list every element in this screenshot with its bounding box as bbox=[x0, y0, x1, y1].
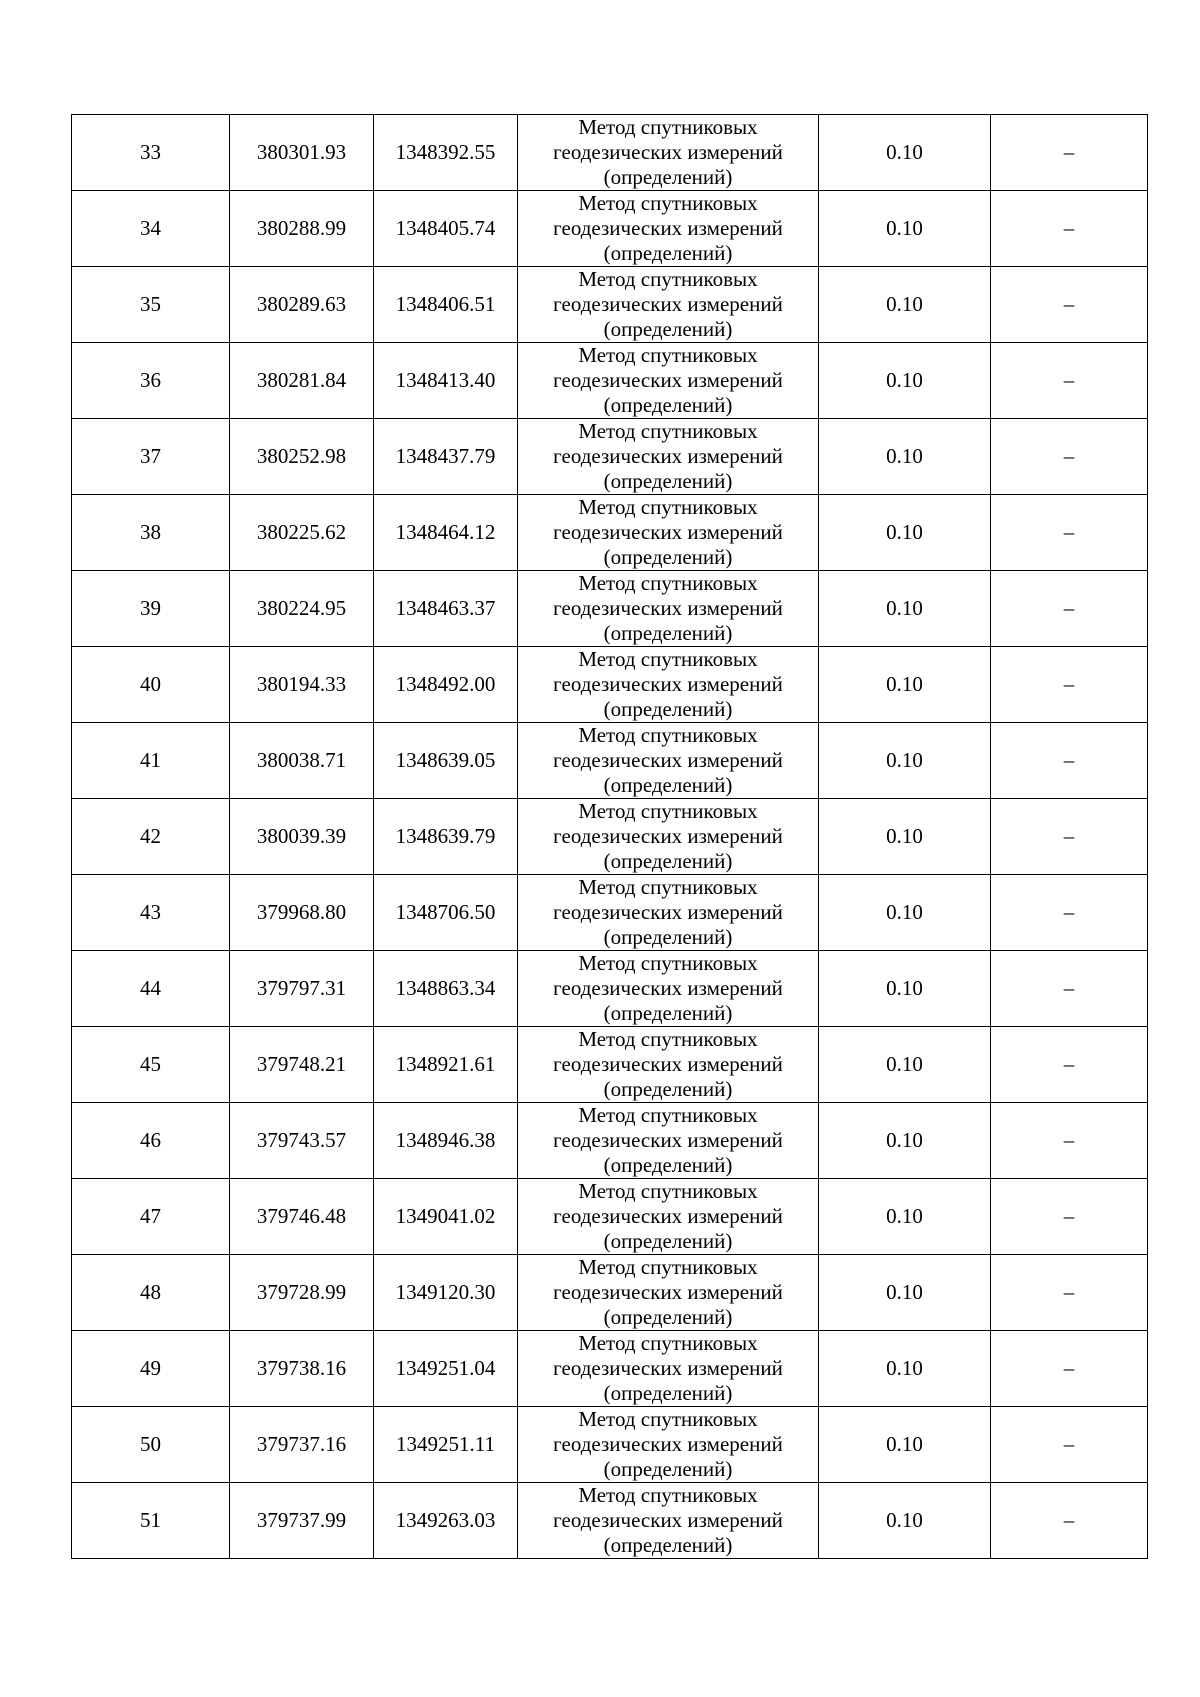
x-coordinate-cell: 380301.93 bbox=[230, 115, 374, 191]
method-cell bbox=[518, 647, 819, 723]
point-number-cell: 39 bbox=[72, 571, 230, 647]
accuracy-cell: 0.10 bbox=[819, 799, 991, 875]
point-number-cell: 46 bbox=[72, 1103, 230, 1179]
method-line: Метод спутниковых bbox=[578, 875, 758, 899]
method-line: геодезических измерений bbox=[553, 900, 783, 924]
note-cell: – bbox=[991, 647, 1148, 723]
method-line: (определений) bbox=[603, 545, 733, 569]
method-line: (определений) bbox=[603, 1381, 733, 1405]
method-line: геодезических измерений bbox=[553, 368, 783, 392]
x-coordinate-cell: 379743.57 bbox=[230, 1103, 374, 1179]
table-row bbox=[72, 951, 1148, 1027]
point-number-cell: 38 bbox=[72, 495, 230, 571]
x-coordinate-cell: 379737.99 bbox=[230, 1483, 374, 1559]
point-number-cell: 36 bbox=[72, 343, 230, 419]
method-line: (определений) bbox=[603, 1153, 733, 1177]
y-coordinate-cell: 1348639.79 bbox=[374, 799, 518, 875]
x-coordinate-cell: 380288.99 bbox=[230, 191, 374, 267]
accuracy-cell: 0.10 bbox=[819, 723, 991, 799]
method-cell bbox=[518, 419, 819, 495]
x-coordinate-cell: 379797.31 bbox=[230, 951, 374, 1027]
point-number-cell: 41 bbox=[72, 723, 230, 799]
method-line: Метод спутниковых bbox=[578, 343, 758, 367]
method-cell bbox=[518, 267, 819, 343]
method-line: (определений) bbox=[603, 317, 733, 341]
accuracy-cell: 0.10 bbox=[819, 1331, 991, 1407]
method-line: Метод спутниковых bbox=[578, 191, 758, 215]
method-line: геодезических измерений bbox=[553, 824, 783, 848]
method-line: геодезических измерений bbox=[553, 596, 783, 620]
table-row bbox=[72, 1179, 1148, 1255]
x-coordinate-cell: 380224.95 bbox=[230, 571, 374, 647]
note-cell: – bbox=[991, 1255, 1148, 1331]
accuracy-cell: 0.10 bbox=[819, 419, 991, 495]
note-cell: – bbox=[991, 723, 1148, 799]
method-line: геодезических измерений bbox=[553, 140, 783, 164]
x-coordinate-cell: 379748.21 bbox=[230, 1027, 374, 1103]
method-line: геодезических измерений bbox=[553, 748, 783, 772]
method-line: Метод спутниковых bbox=[578, 951, 758, 975]
table-row bbox=[72, 1331, 1148, 1407]
method-line: Метод спутниковых bbox=[578, 1103, 758, 1127]
y-coordinate-cell: 1348946.38 bbox=[374, 1103, 518, 1179]
method-cell bbox=[518, 1331, 819, 1407]
point-number-cell: 48 bbox=[72, 1255, 230, 1331]
y-coordinate-cell: 1348405.74 bbox=[374, 191, 518, 267]
point-number-cell: 44 bbox=[72, 951, 230, 1027]
accuracy-cell: 0.10 bbox=[819, 1483, 991, 1559]
method-cell bbox=[518, 115, 819, 191]
x-coordinate-cell: 380038.71 bbox=[230, 723, 374, 799]
x-coordinate-cell: 380289.63 bbox=[230, 267, 374, 343]
y-coordinate-cell: 1348437.79 bbox=[374, 419, 518, 495]
accuracy-cell: 0.10 bbox=[819, 1255, 991, 1331]
method-line: (определений) bbox=[603, 849, 733, 873]
x-coordinate-cell: 379968.80 bbox=[230, 875, 374, 951]
method-line: Метод спутниковых bbox=[578, 1407, 758, 1431]
accuracy-cell: 0.10 bbox=[819, 647, 991, 723]
y-coordinate-cell: 1348863.34 bbox=[374, 951, 518, 1027]
method-line: геодезических измерений bbox=[553, 1508, 783, 1532]
method-line: Метод спутниковых bbox=[578, 647, 758, 671]
method-line: Метод спутниковых bbox=[578, 1483, 758, 1507]
method-cell bbox=[518, 1483, 819, 1559]
y-coordinate-cell: 1349251.04 bbox=[374, 1331, 518, 1407]
method-line: Метод спутниковых bbox=[578, 1331, 758, 1355]
method-line: Метод спутниковых bbox=[578, 723, 758, 747]
method-line: (определений) bbox=[603, 1305, 733, 1329]
note-cell: – bbox=[991, 419, 1148, 495]
point-number-cell: 51 bbox=[72, 1483, 230, 1559]
note-cell: – bbox=[991, 1103, 1148, 1179]
y-coordinate-cell: 1349263.03 bbox=[374, 1483, 518, 1559]
method-cell bbox=[518, 1179, 819, 1255]
method-cell bbox=[518, 343, 819, 419]
table-row bbox=[72, 1027, 1148, 1103]
accuracy-cell: 0.10 bbox=[819, 951, 991, 1027]
method-line: Метод спутниковых bbox=[578, 1179, 758, 1203]
accuracy-cell: 0.10 bbox=[819, 495, 991, 571]
x-coordinate-cell: 379728.99 bbox=[230, 1255, 374, 1331]
method-line: (определений) bbox=[603, 241, 733, 265]
accuracy-cell: 0.10 bbox=[819, 343, 991, 419]
method-line: геодезических измерений bbox=[553, 444, 783, 468]
note-cell: – bbox=[991, 1483, 1148, 1559]
accuracy-cell: 0.10 bbox=[819, 267, 991, 343]
note-cell: – bbox=[991, 1407, 1148, 1483]
method-line: Метод спутниковых bbox=[578, 571, 758, 595]
table-row bbox=[72, 419, 1148, 495]
table-row bbox=[72, 875, 1148, 951]
method-cell bbox=[518, 495, 819, 571]
method-cell bbox=[518, 723, 819, 799]
x-coordinate-cell: 379737.16 bbox=[230, 1407, 374, 1483]
method-cell bbox=[518, 1255, 819, 1331]
method-line: (определений) bbox=[603, 621, 733, 645]
x-coordinate-cell: 379746.48 bbox=[230, 1179, 374, 1255]
method-line: Метод спутниковых bbox=[578, 1027, 758, 1051]
accuracy-cell: 0.10 bbox=[819, 571, 991, 647]
note-cell: – bbox=[991, 799, 1148, 875]
note-cell: – bbox=[991, 1027, 1148, 1103]
table-row bbox=[72, 571, 1148, 647]
method-line: геодезических измерений bbox=[553, 1280, 783, 1304]
method-line: Метод спутниковых bbox=[578, 1255, 758, 1279]
method-line: геодезических измерений bbox=[553, 1432, 783, 1456]
note-cell: – bbox=[991, 115, 1148, 191]
note-cell: – bbox=[991, 191, 1148, 267]
accuracy-cell: 0.10 bbox=[819, 1179, 991, 1255]
y-coordinate-cell: 1348392.55 bbox=[374, 115, 518, 191]
method-cell bbox=[518, 951, 819, 1027]
x-coordinate-cell: 380225.62 bbox=[230, 495, 374, 571]
note-cell: – bbox=[991, 495, 1148, 571]
point-number-cell: 47 bbox=[72, 1179, 230, 1255]
y-coordinate-cell: 1348706.50 bbox=[374, 875, 518, 951]
point-number-cell: 43 bbox=[72, 875, 230, 951]
table-row bbox=[72, 647, 1148, 723]
method-line: геодезических измерений bbox=[553, 520, 783, 544]
method-line: Метод спутниковых bbox=[578, 495, 758, 519]
y-coordinate-cell: 1349120.30 bbox=[374, 1255, 518, 1331]
method-cell bbox=[518, 191, 819, 267]
method-line: геодезических измерений bbox=[553, 292, 783, 316]
accuracy-cell: 0.10 bbox=[819, 1407, 991, 1483]
point-number-cell: 34 bbox=[72, 191, 230, 267]
note-cell: – bbox=[991, 1331, 1148, 1407]
y-coordinate-cell: 1348413.40 bbox=[374, 343, 518, 419]
method-line: Метод спутниковых bbox=[578, 115, 758, 139]
method-line: (определений) bbox=[603, 1229, 733, 1253]
method-cell bbox=[518, 571, 819, 647]
point-number-cell: 37 bbox=[72, 419, 230, 495]
x-coordinate-cell: 380039.39 bbox=[230, 799, 374, 875]
table-row bbox=[72, 1255, 1148, 1331]
method-line: (определений) bbox=[603, 165, 733, 189]
accuracy-cell: 0.10 bbox=[819, 1027, 991, 1103]
y-coordinate-cell: 1348921.61 bbox=[374, 1027, 518, 1103]
y-coordinate-cell: 1349251.11 bbox=[374, 1407, 518, 1483]
method-line: геодезических измерений bbox=[553, 216, 783, 240]
method-line: геодезических измерений bbox=[553, 1052, 783, 1076]
method-line: (определений) bbox=[603, 1457, 733, 1481]
method-line: (определений) bbox=[603, 469, 733, 493]
accuracy-cell: 0.10 bbox=[819, 115, 991, 191]
table-row bbox=[72, 1483, 1148, 1559]
method-line: Метод спутниковых bbox=[578, 419, 758, 443]
point-number-cell: 33 bbox=[72, 115, 230, 191]
table-row bbox=[72, 723, 1148, 799]
accuracy-cell: 0.10 bbox=[819, 191, 991, 267]
x-coordinate-cell: 379738.16 bbox=[230, 1331, 374, 1407]
method-line: геодезических измерений bbox=[553, 672, 783, 696]
note-cell: – bbox=[991, 571, 1148, 647]
method-cell bbox=[518, 799, 819, 875]
table-row bbox=[72, 1407, 1148, 1483]
method-line: геодезических измерений bbox=[553, 1128, 783, 1152]
table-row bbox=[72, 495, 1148, 571]
table-row bbox=[72, 115, 1148, 191]
method-line: геодезических измерений bbox=[553, 976, 783, 1000]
note-cell: – bbox=[991, 267, 1148, 343]
x-coordinate-cell: 380252.98 bbox=[230, 419, 374, 495]
note-cell: – bbox=[991, 951, 1148, 1027]
point-number-cell: 40 bbox=[72, 647, 230, 723]
point-number-cell: 45 bbox=[72, 1027, 230, 1103]
method-cell bbox=[518, 1407, 819, 1483]
x-coordinate-cell: 380194.33 bbox=[230, 647, 374, 723]
method-line: геодезических измерений bbox=[553, 1356, 783, 1380]
method-line: Метод спутниковых bbox=[578, 267, 758, 291]
table-row bbox=[72, 799, 1148, 875]
accuracy-cell: 0.10 bbox=[819, 1103, 991, 1179]
point-number-cell: 49 bbox=[72, 1331, 230, 1407]
method-cell bbox=[518, 875, 819, 951]
method-cell bbox=[518, 1027, 819, 1103]
y-coordinate-cell: 1348463.37 bbox=[374, 571, 518, 647]
method-line: (определений) bbox=[603, 925, 733, 949]
method-cell bbox=[518, 1103, 819, 1179]
y-coordinate-cell: 1348492.00 bbox=[374, 647, 518, 723]
note-cell: – bbox=[991, 1179, 1148, 1255]
method-line: геодезических измерений bbox=[553, 1204, 783, 1228]
y-coordinate-cell: 1348464.12 bbox=[374, 495, 518, 571]
table-row bbox=[72, 343, 1148, 419]
method-line: (определений) bbox=[603, 1533, 733, 1557]
point-number-cell: 35 bbox=[72, 267, 230, 343]
method-line: (определений) bbox=[603, 697, 733, 721]
note-cell: – bbox=[991, 343, 1148, 419]
x-coordinate-cell: 380281.84 bbox=[230, 343, 374, 419]
table-row bbox=[72, 1103, 1148, 1179]
method-line: (определений) bbox=[603, 1001, 733, 1025]
method-line: (определений) bbox=[603, 1077, 733, 1101]
y-coordinate-cell: 1348406.51 bbox=[374, 267, 518, 343]
method-line: Метод спутниковых bbox=[578, 799, 758, 823]
point-number-cell: 42 bbox=[72, 799, 230, 875]
method-line: (определений) bbox=[603, 773, 733, 797]
y-coordinate-cell: 1349041.02 bbox=[374, 1179, 518, 1255]
point-number-cell: 50 bbox=[72, 1407, 230, 1483]
method-line: (определений) bbox=[603, 393, 733, 417]
table-body bbox=[72, 115, 1148, 1559]
coordinates-table bbox=[71, 114, 1148, 1559]
accuracy-cell: 0.10 bbox=[819, 875, 991, 951]
table-row bbox=[72, 267, 1148, 343]
y-coordinate-cell: 1348639.05 bbox=[374, 723, 518, 799]
note-cell: – bbox=[991, 875, 1148, 951]
table-row bbox=[72, 191, 1148, 267]
